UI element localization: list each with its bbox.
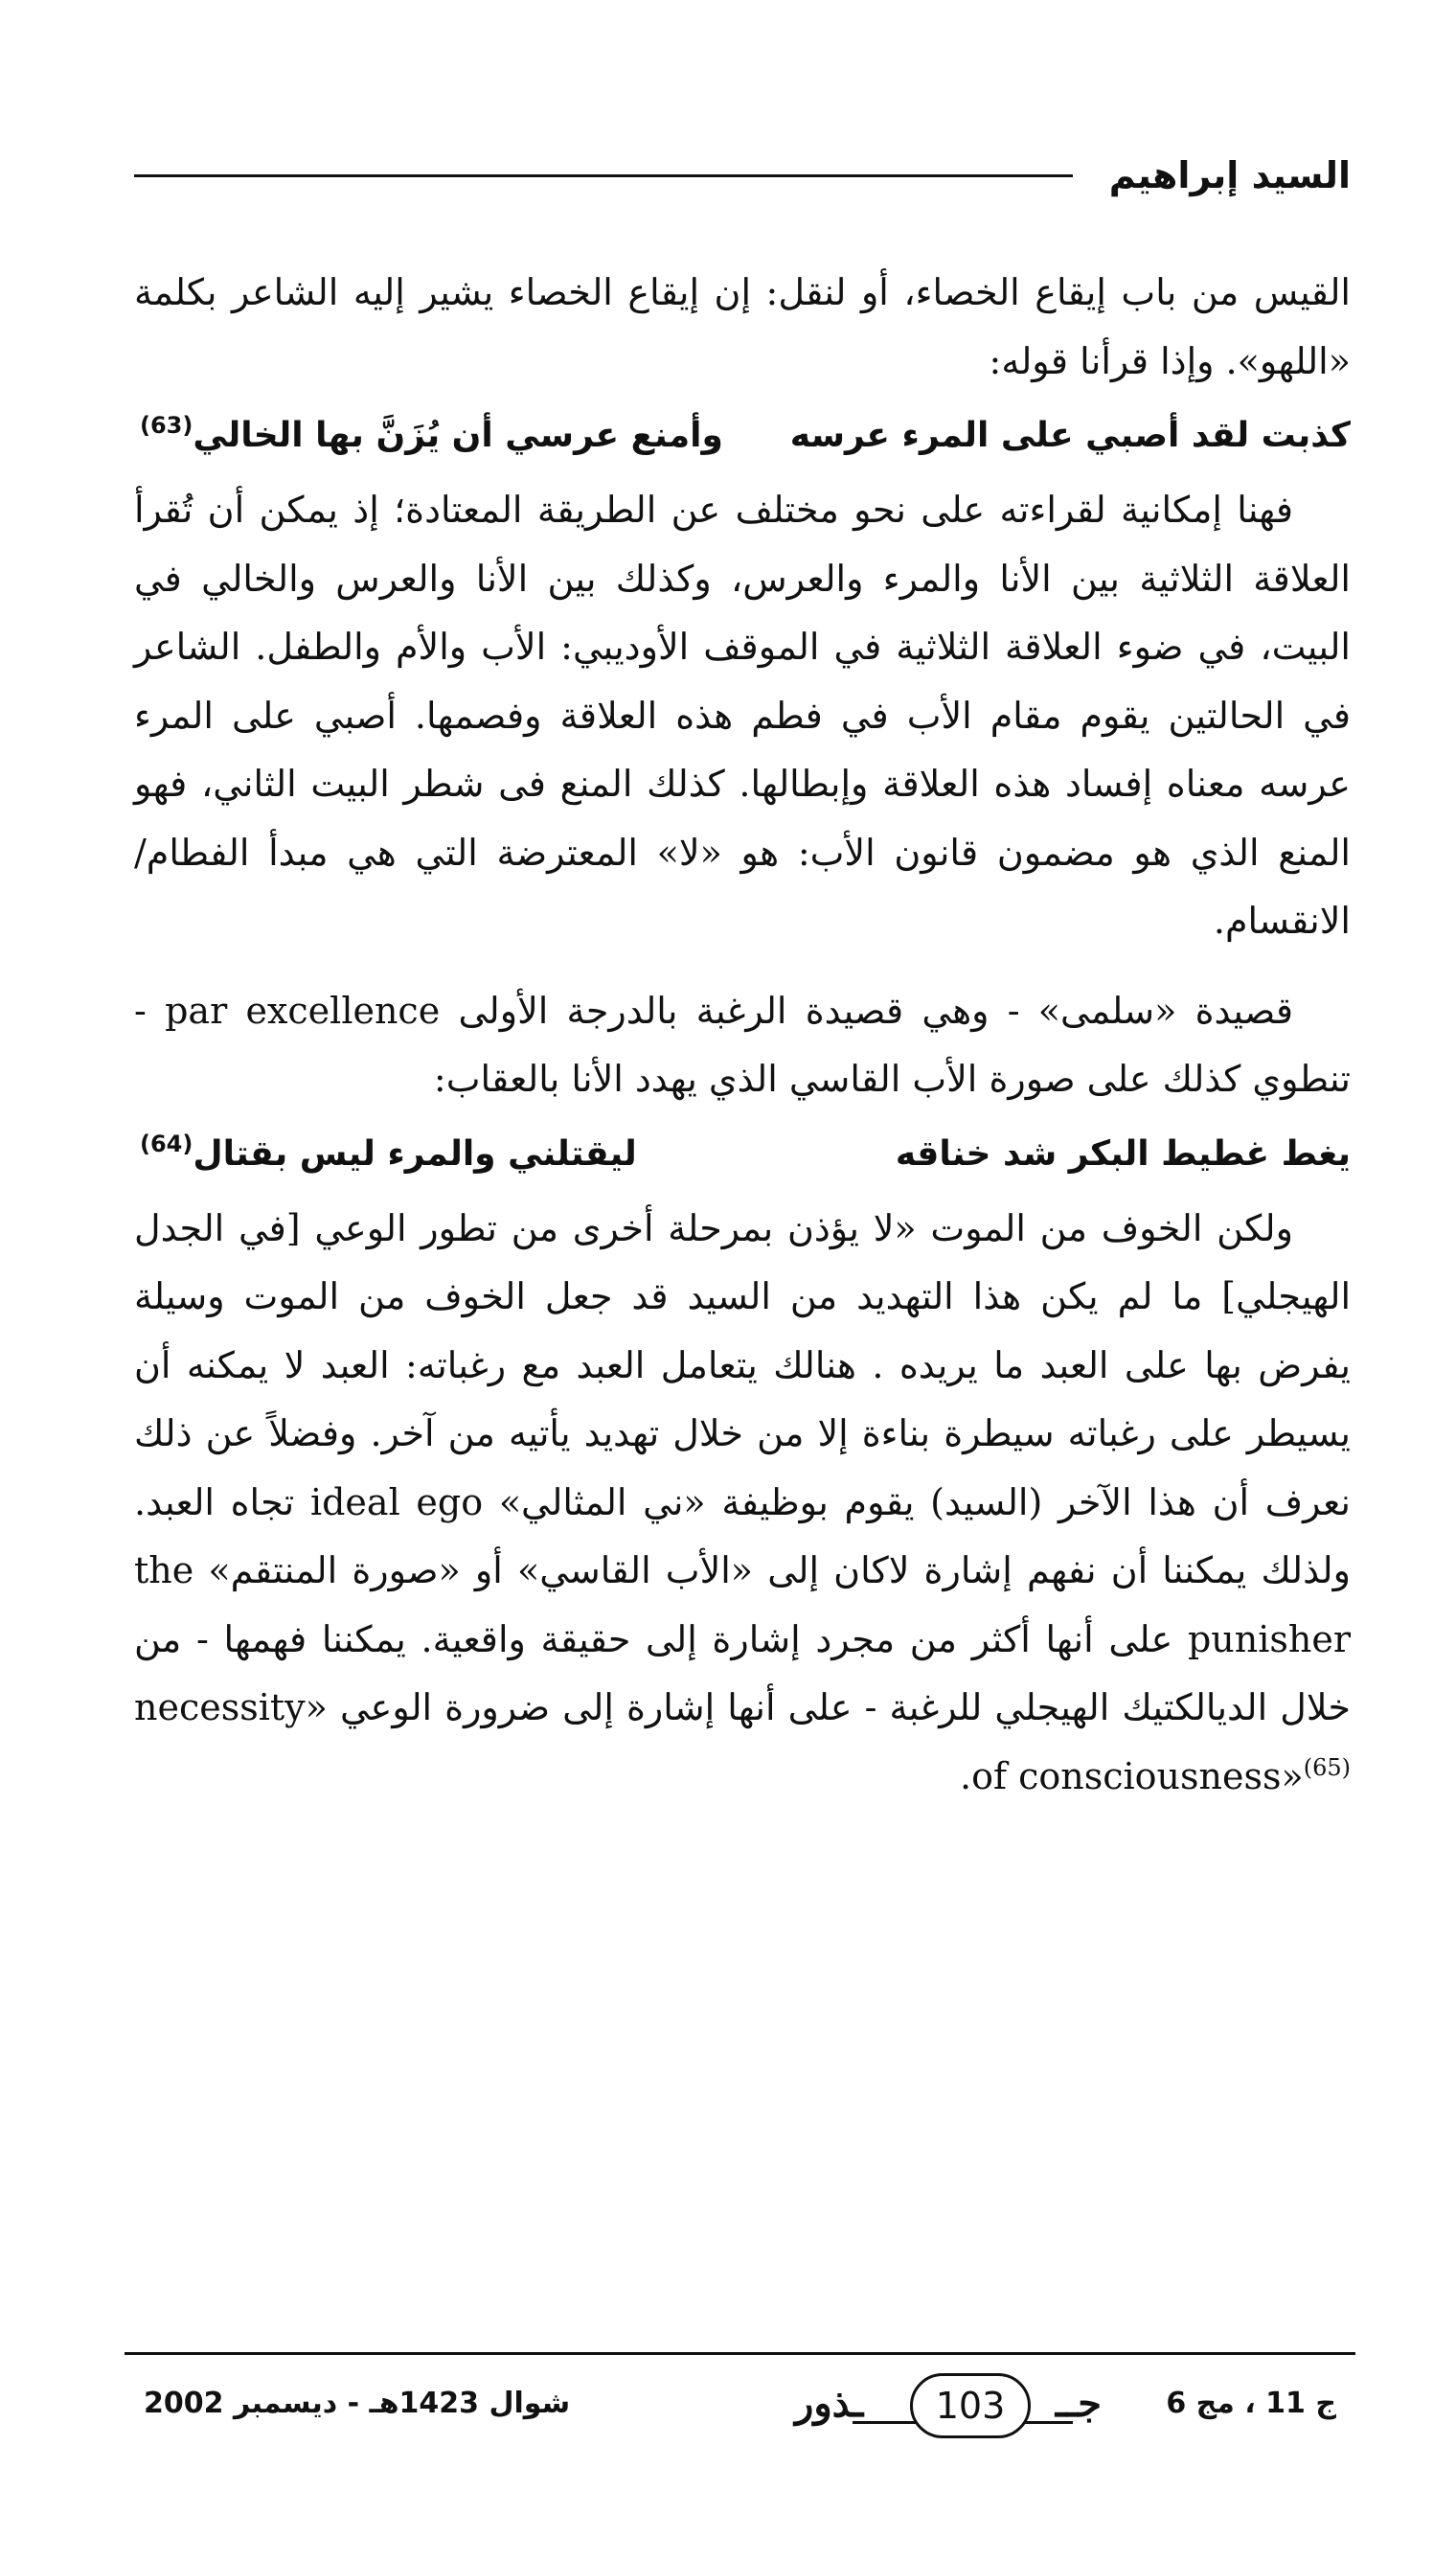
paragraph-2: فهنا إمكانية لقراءته على نحو مختلف عن الطريقة المعتادة؛ إذ يمكن أن تُقرأ العلاقة الثلاثية بين الأنا والمرء والعرس، وكذلك بين الأنا والعرس والخالي في البيت، في ضوء العلاقة الثلاثية في الموقف الأوديبي: الأب والأم والطفل. الشاعر في الحالتين يقوم مقام الأب في فطم هذه العلاقة وفصمها. أصبي على المرء عرسه معناه إفساد هذه العلاقة وإبطالها. كذلك المنع فى شطر البيت الثاني، فهو المنع الذي هو مضمون قانون الأب: هو «لا» المعترضة التي هي مبدأ الفطام/ الانقسام.: [134, 489, 1351, 942]
footer-date: شوال 1423هـ - ديسمبر 2002: [144, 2387, 571, 2420]
latin-term-ideal-ego: ideal ego: [309, 1480, 484, 1523]
verse-1-hemistich-2-text: وأمنع عرسي أن يُزَنَّ بها الخالي: [193, 416, 723, 455]
latin-term-the-punisher: the punisher: [134, 1549, 1351, 1660]
footnote-64: (64): [140, 1130, 193, 1157]
verse-1: [134, 396, 1351, 476]
paragraph-3-start: قصيدة «سلمى» - وهي قصيدة الرغبة بالدرجة الأولى: [458, 989, 1294, 1032]
verse-2-hemistich-2: [140, 1114, 637, 1195]
footer-volume: ج 11 ، مج 6: [1166, 2387, 1336, 2420]
running-header: [134, 142, 1351, 209]
verse-2: [134, 1114, 1351, 1195]
magazine-name-right: جــ: [1055, 2381, 1102, 2426]
logo-line-left: [853, 2421, 920, 2424]
page-number: 103: [910, 2373, 1031, 2438]
verse-1-hemistich-2: [140, 396, 723, 476]
paragraph-4-part-a: ولكن الخوف من الموت «لا يؤذن بمرحلة أخرى من تطور الوعي [في الجدل الهيجلي] ما لم يكن هذا التهديد من السيد قد جعل الخوف من الموت وسيلة يفرض بها على العبد ما يريده . هنالك يتعامل العبد مع رغباته: العبد لا يمكنه أن يسيطر على رغباته سيطرة بناءة إلا من خلال تهديد يأتيه من آخر. وفضلاً عن ذلك نعرف أن هذا الآخر (السيد) يقوم بوظيفة «ني المثالي»: [134, 1206, 1351, 1523]
footer-rule: [125, 2352, 1355, 2355]
paragraph-4-part-d: »: [1281, 1754, 1304, 1797]
verse-2-hemistich-1: يغط غطيط البكر شد خناقه: [895, 1133, 1351, 1174]
page-footer: [125, 2352, 1355, 2467]
latin-term-par-excellence: par excellence: [165, 989, 441, 1032]
paragraph-4: [134, 1195, 1351, 1812]
magazine-name-left: ـذور: [795, 2381, 864, 2426]
paragraph-1: القيس من باب إيقاع الخصاء، أو لنقل: إن إيقاع الخصاء يشير إليه الشاعر بكلمة «اللهو». وإذا قرأنا قوله:: [134, 271, 1351, 382]
paragraph-4-part-c: على أنها أكثر من مجرد إشارة إلى حقيقة واقعية. يمكننا فهمها - من خلال الديالكتيك الهيجلي للرغبة - على أنها إشارة إلى ضرورة الوعي «: [134, 1617, 1351, 1728]
footnote-65: (65): [1303, 1753, 1351, 1781]
header-rule: [134, 174, 1073, 177]
verse-2-hemistich-2-text: ليقتلني والمرء ليس بقتال: [193, 1133, 637, 1174]
paragraph-4-end: .: [959, 1754, 972, 1797]
latin-term-necessity-of-consciousness: necessity of consciousness: [134, 1686, 1282, 1797]
paragraph-3-end: - تنطوي كذلك على صورة الأب القاسي الذي يهدد الأنا بالعقاب:: [134, 989, 1351, 1100]
verse-1-hemistich-1: كذبت لقد أصبي على المرء عرسه: [789, 416, 1351, 455]
body-text: [134, 259, 1351, 1811]
header-author: السيد إبراهيم: [1108, 154, 1351, 196]
footnote-63: (63): [140, 412, 193, 439]
magazine-logo: [795, 2371, 1111, 2448]
paragraph-3: [134, 977, 1351, 1114]
paragraph-4-part-b: تجاه العبد. ولذلك يمكننا أن نفهم إشارة لاكان إلى «الأب القاسي» أو «صورة المنتقم»: [134, 1480, 1351, 1591]
